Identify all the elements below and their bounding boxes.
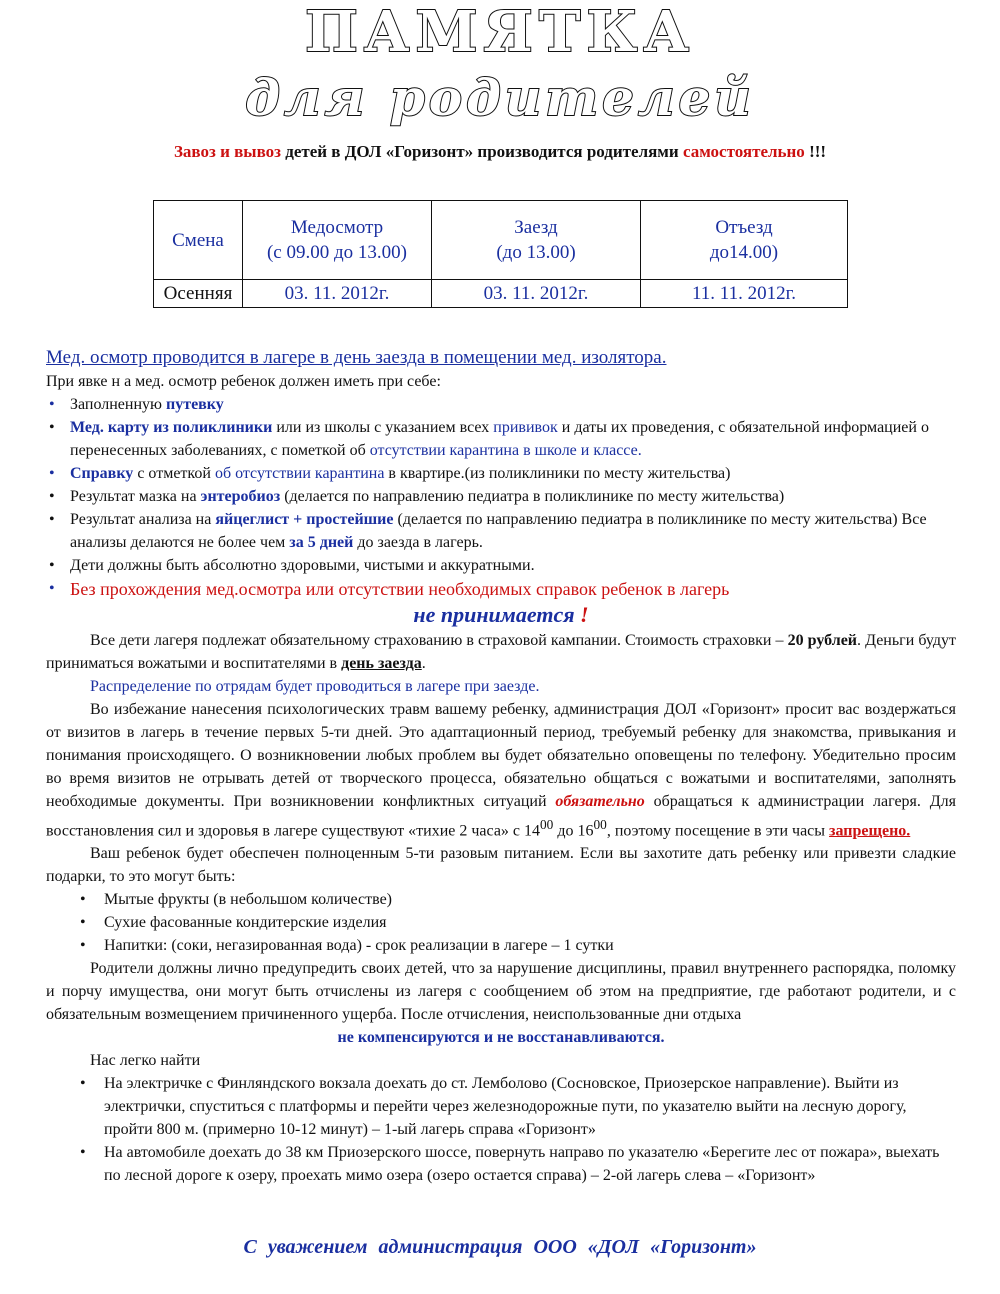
schedule-header-row: [154, 201, 848, 280]
list-item: • Результат мазка на энтеробиоз (делается по направлению педиатра в поликлинике по месту жительства): [70, 485, 956, 508]
subtitle-part4: !!!: [804, 142, 827, 161]
subtitle: [0, 142, 1000, 162]
cell-smena: Осенняя: [154, 280, 243, 308]
food-list: [46, 888, 956, 957]
list-item: • Дети должны быть абсолютно здоровыми, чистыми и аккуратными.: [70, 554, 956, 577]
med-list: [46, 393, 956, 601]
list-item: • Напитки: (соки, негазированная вода) - срок реализации в лагере – 1 сутки: [104, 934, 956, 957]
cell-zaezd: 03. 11. 2012г.: [432, 280, 641, 308]
content: [46, 346, 956, 1187]
list-item: • На электричке с Финляндского вокзала доехать до ст. Лемболово (Сосновское, Приозерское направление). Выйти из электрички, спуститься с платформы и перейти через железнодорожные пути, по указателю выйти на лесную дорогу, пройти 800 м. (примерно 10-12 минут) – 1-ый лагерь справа «Горизонт»: [104, 1072, 956, 1141]
header-zaezd: Заезд (до 13.00): [432, 201, 641, 280]
cell-otezd: 11. 11. 2012г.: [641, 280, 848, 308]
list-item: • На автомобиле доехать до 38 км Приозерского шоссе, повернуть направо по указателю «Берегите лес от пожара», выехать по лесной дороге к озеру, проехать мимо озера (озеро остается справа) – 2-ой лагерь слева – «Горизонт»: [104, 1141, 956, 1187]
subtitle-part3: самостоятельно: [682, 142, 805, 161]
warning-item: • Без прохождения мед.осмотра или отсутствии необходимых справок ребенок в лагерь: [70, 577, 956, 601]
list-item: • Мед. карту из поликлиники или из школы с указанием всех прививок и даты их проведения, с обязательной информацией о перенесенных заболеваниях, с пометкой об отсутствии карантина в школе и классе.: [70, 416, 956, 462]
insurance-paragraph: Все дети лагеря подлежат обязательному страхованию в страховой кампании. Стоимость страховки – 20 рублей. Деньги будут приниматься вожатыми и воспитателями в день заезда.: [46, 632, 957, 672]
distribution: Распределение по отрядам будет проводиться в лагере при заезде.: [90, 678, 540, 695]
find-list: [46, 1072, 956, 1187]
header-otezd: Отъезд до14.00): [641, 201, 848, 280]
signature: С уважением администрация ООО «ДОЛ «Горизонт»: [243, 1236, 757, 1258]
food-paragraph: Ваш ребенок будет обеспечен полноценным 5-ти разовым питанием. Если вы захотите дать ребенку или привезти сладкие подарки, то это могут быть:: [46, 845, 956, 886]
list-item: • Заполненную путевку: [70, 393, 956, 416]
schedule-table: [153, 200, 848, 308]
not-accepted: не принимается !: [413, 602, 589, 627]
title-pamyatka: ПАМЯТКА: [304, 0, 696, 65]
med-lead: Мед. осмотр проводится в лагере в день заезда в помещении мед. изолятора.: [46, 347, 667, 368]
header-medosmotr: Медосмотр (с 09.00 до 13.00): [243, 201, 432, 280]
not-compensated: не компенсируются и не восстанавливаются.: [337, 1029, 665, 1047]
subtitle-part2: детей в ДОЛ «Горизонт» производится родителями: [280, 142, 683, 161]
med-intro: При явке н а мед. осмотр ребенок должен иметь при себе:: [46, 373, 441, 390]
list-item: • Мытые фрукты (в небольшом количестве): [104, 888, 956, 911]
list-item: • Результат анализа на яйцеглист + простейшие (делается по направлению педиатра в поликлинике по месту жительства) Все анализы делаются не более чем за 5 дней до заезда в лагерь.: [70, 508, 956, 554]
subtitle-part1: Завоз и вывоз: [173, 142, 281, 161]
list-item: • Справку с отметкой об отсутствии карантина в квартире.(из поликлиники по месту жительства): [70, 462, 956, 485]
list-item: • Сухие фасованные кондитерские изделия: [104, 911, 956, 934]
header-smena: Смена: [154, 201, 243, 280]
title-dlya-roditelej: для родителей: [245, 68, 755, 127]
cell-medosmotr: 03. 11. 2012г.: [243, 280, 432, 308]
find-title: Нас легко найти: [90, 1052, 201, 1070]
visits-paragraph: Во избежание нанесения психологических травм вашему ребенку, администрация ДОЛ «Горизонт» просит вас воздержаться от визитов в лагерь в течение первых 5-ти дней. Это адаптационный период, требуемый ребенку для знакомства, привыкания и понимания происходящего. О возникновении любых проблем вы будет обязательно оповещены по телефону. Убедительно просим во время визитов не отрывать детей от творческого процесса, обязательно общаться с вожатыми и воспитателями, заполнять необходимые документы. При возникновении конфликтных ситуаций обязательно обращаться к администрации лагеря. Для восстановления сил и здоровья в лагере существуют «тихие 2 часа» с $14^{00}$ до $16^{00}$, поэтому посещение в эти часы запрещено.: [46, 701, 956, 840]
discipline-paragraph: Родители должны лично предупредить своих детей, что за нарушение дисциплины, правил внутреннего распорядка, поломку и порчу имущества, они могут быть отчислены из лагеря с сообщением об этом на предприятие, где работают родители, и с обязательным возмещением причиненного ущерба. После отчисления, неиспользованные дни отдыха: [46, 960, 956, 1024]
schedule-row: [154, 280, 848, 308]
